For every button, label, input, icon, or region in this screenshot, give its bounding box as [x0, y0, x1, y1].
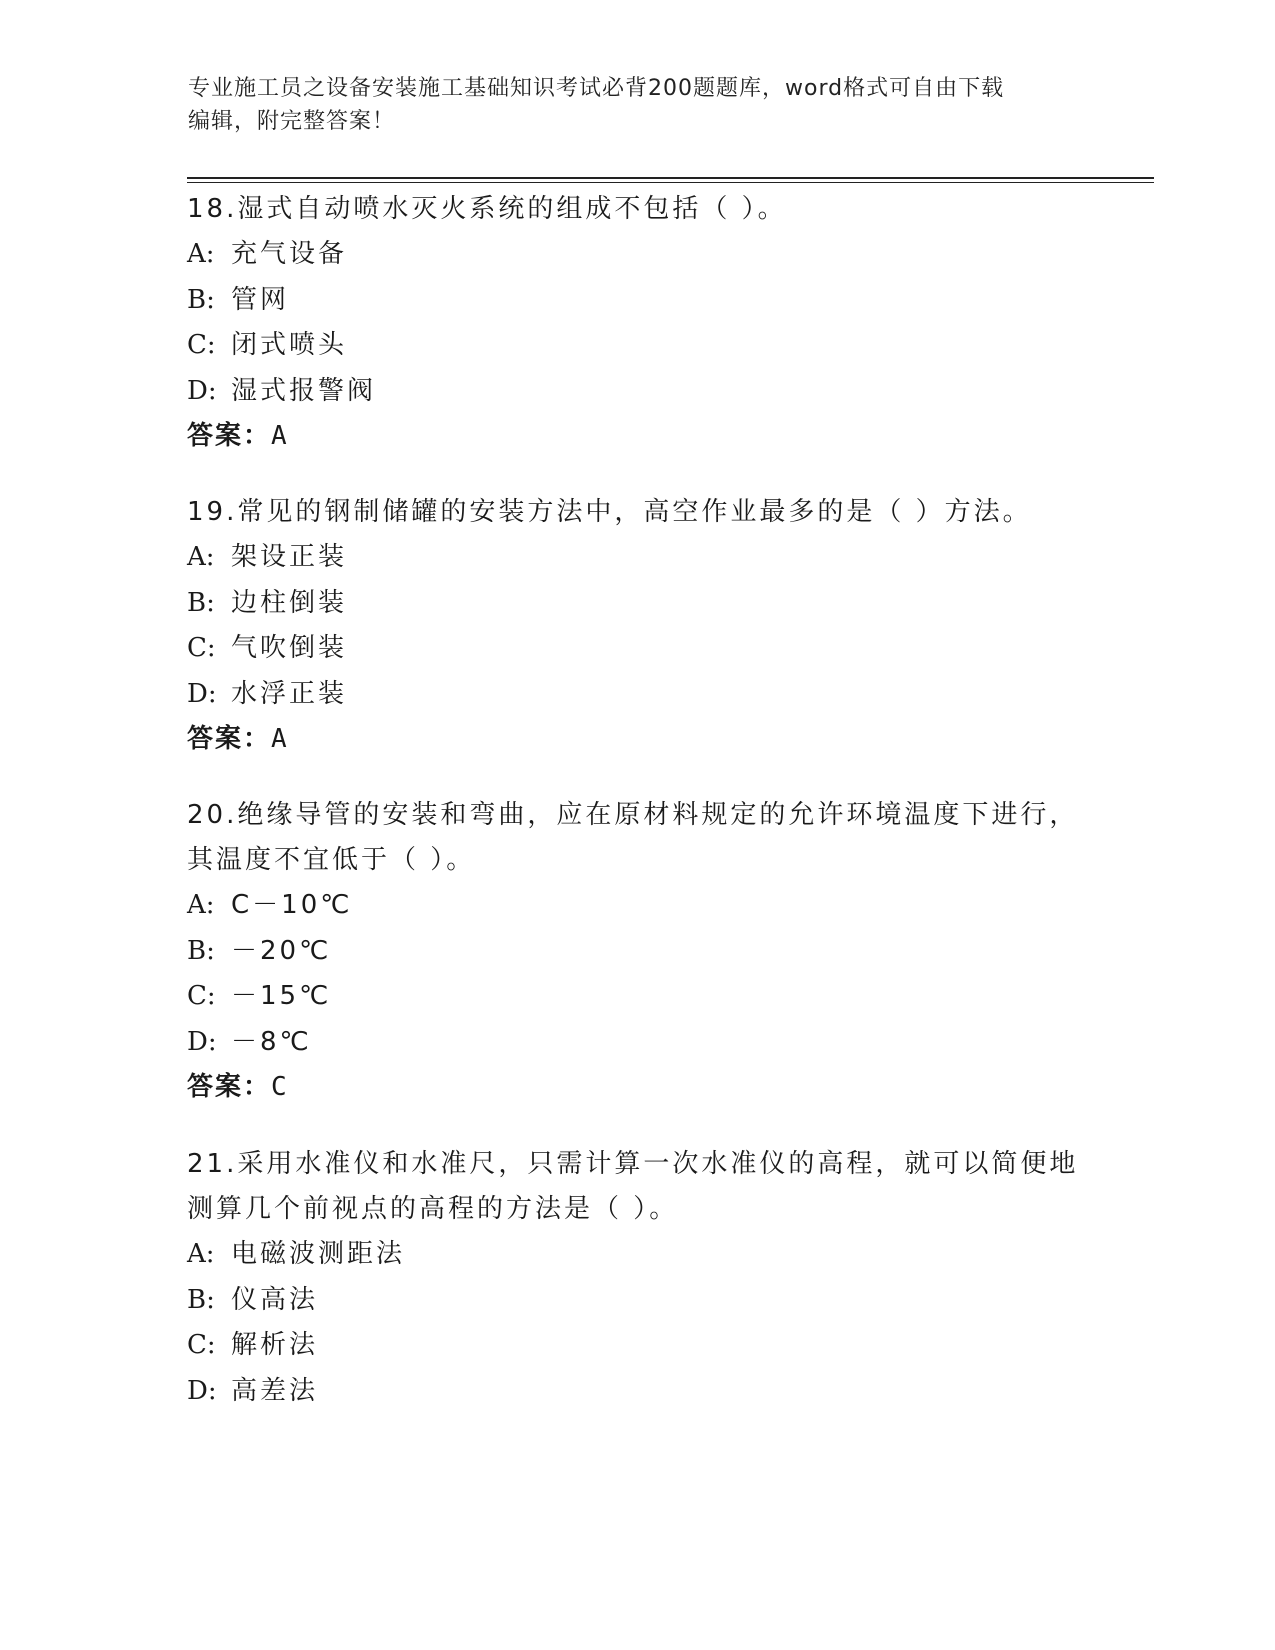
answer: 答案：C	[187, 1072, 289, 1102]
option-b: B: －20℃	[187, 935, 332, 966]
header-line-2: 编辑，附完整答案！	[188, 109, 396, 134]
document-header	[188, 72, 1088, 138]
answer: 答案：A	[187, 724, 289, 754]
option-c: C: 解析法	[187, 1330, 319, 1360]
option-d: D: 湿式报警阀	[187, 375, 377, 406]
question-20	[187, 793, 1087, 1110]
question-21	[187, 1142, 1087, 1414]
answer: 答案：A	[187, 421, 289, 451]
header-divider-thin	[187, 182, 1154, 183]
option-c: C: 闭式喷头	[187, 330, 348, 360]
question-18	[187, 187, 1087, 459]
option-d: D: 高差法	[187, 1375, 319, 1406]
option-a: A: C－10℃	[187, 890, 353, 920]
option-d: D: －8℃	[187, 1026, 312, 1057]
option-c: C: －15℃	[187, 981, 332, 1011]
question-stem: 18.湿式自动喷水灭火系统的组成不包括（ ）。	[187, 194, 787, 224]
header-divider-thick	[187, 177, 1154, 179]
question-19	[187, 490, 1087, 762]
header-line-1: 专业施工员之设备安装施工基础知识考试必背200题题库，word格式可自由下载	[188, 76, 1005, 101]
option-a: A: 电磁波测距法	[187, 1239, 406, 1269]
question-stem: 21.采用水准仪和水准尺，只需计算一次水准仪的高程，就可以简便地测算几个前视点的高程的方法是（ ）。	[187, 1149, 1079, 1224]
option-c: C: 气吹倒装	[187, 633, 348, 663]
question-stem: 19.常见的钢制储罐的安装方法中，高空作业最多的是（ ）方法。	[187, 497, 1032, 527]
question-stem: 20.绝缘导管的安装和弯曲，应在原材料规定的允许环境温度下进行，其温度不宜低于（ ）。	[187, 800, 1079, 875]
option-a: A: 架设正装	[187, 542, 348, 572]
option-b: B: 边柱倒装	[187, 587, 348, 618]
option-a: A: 充气设备	[187, 239, 348, 269]
option-b: B: 仪高法	[187, 1284, 319, 1315]
option-d: D: 水浮正装	[187, 678, 348, 709]
option-b: B: 管网	[187, 284, 290, 315]
